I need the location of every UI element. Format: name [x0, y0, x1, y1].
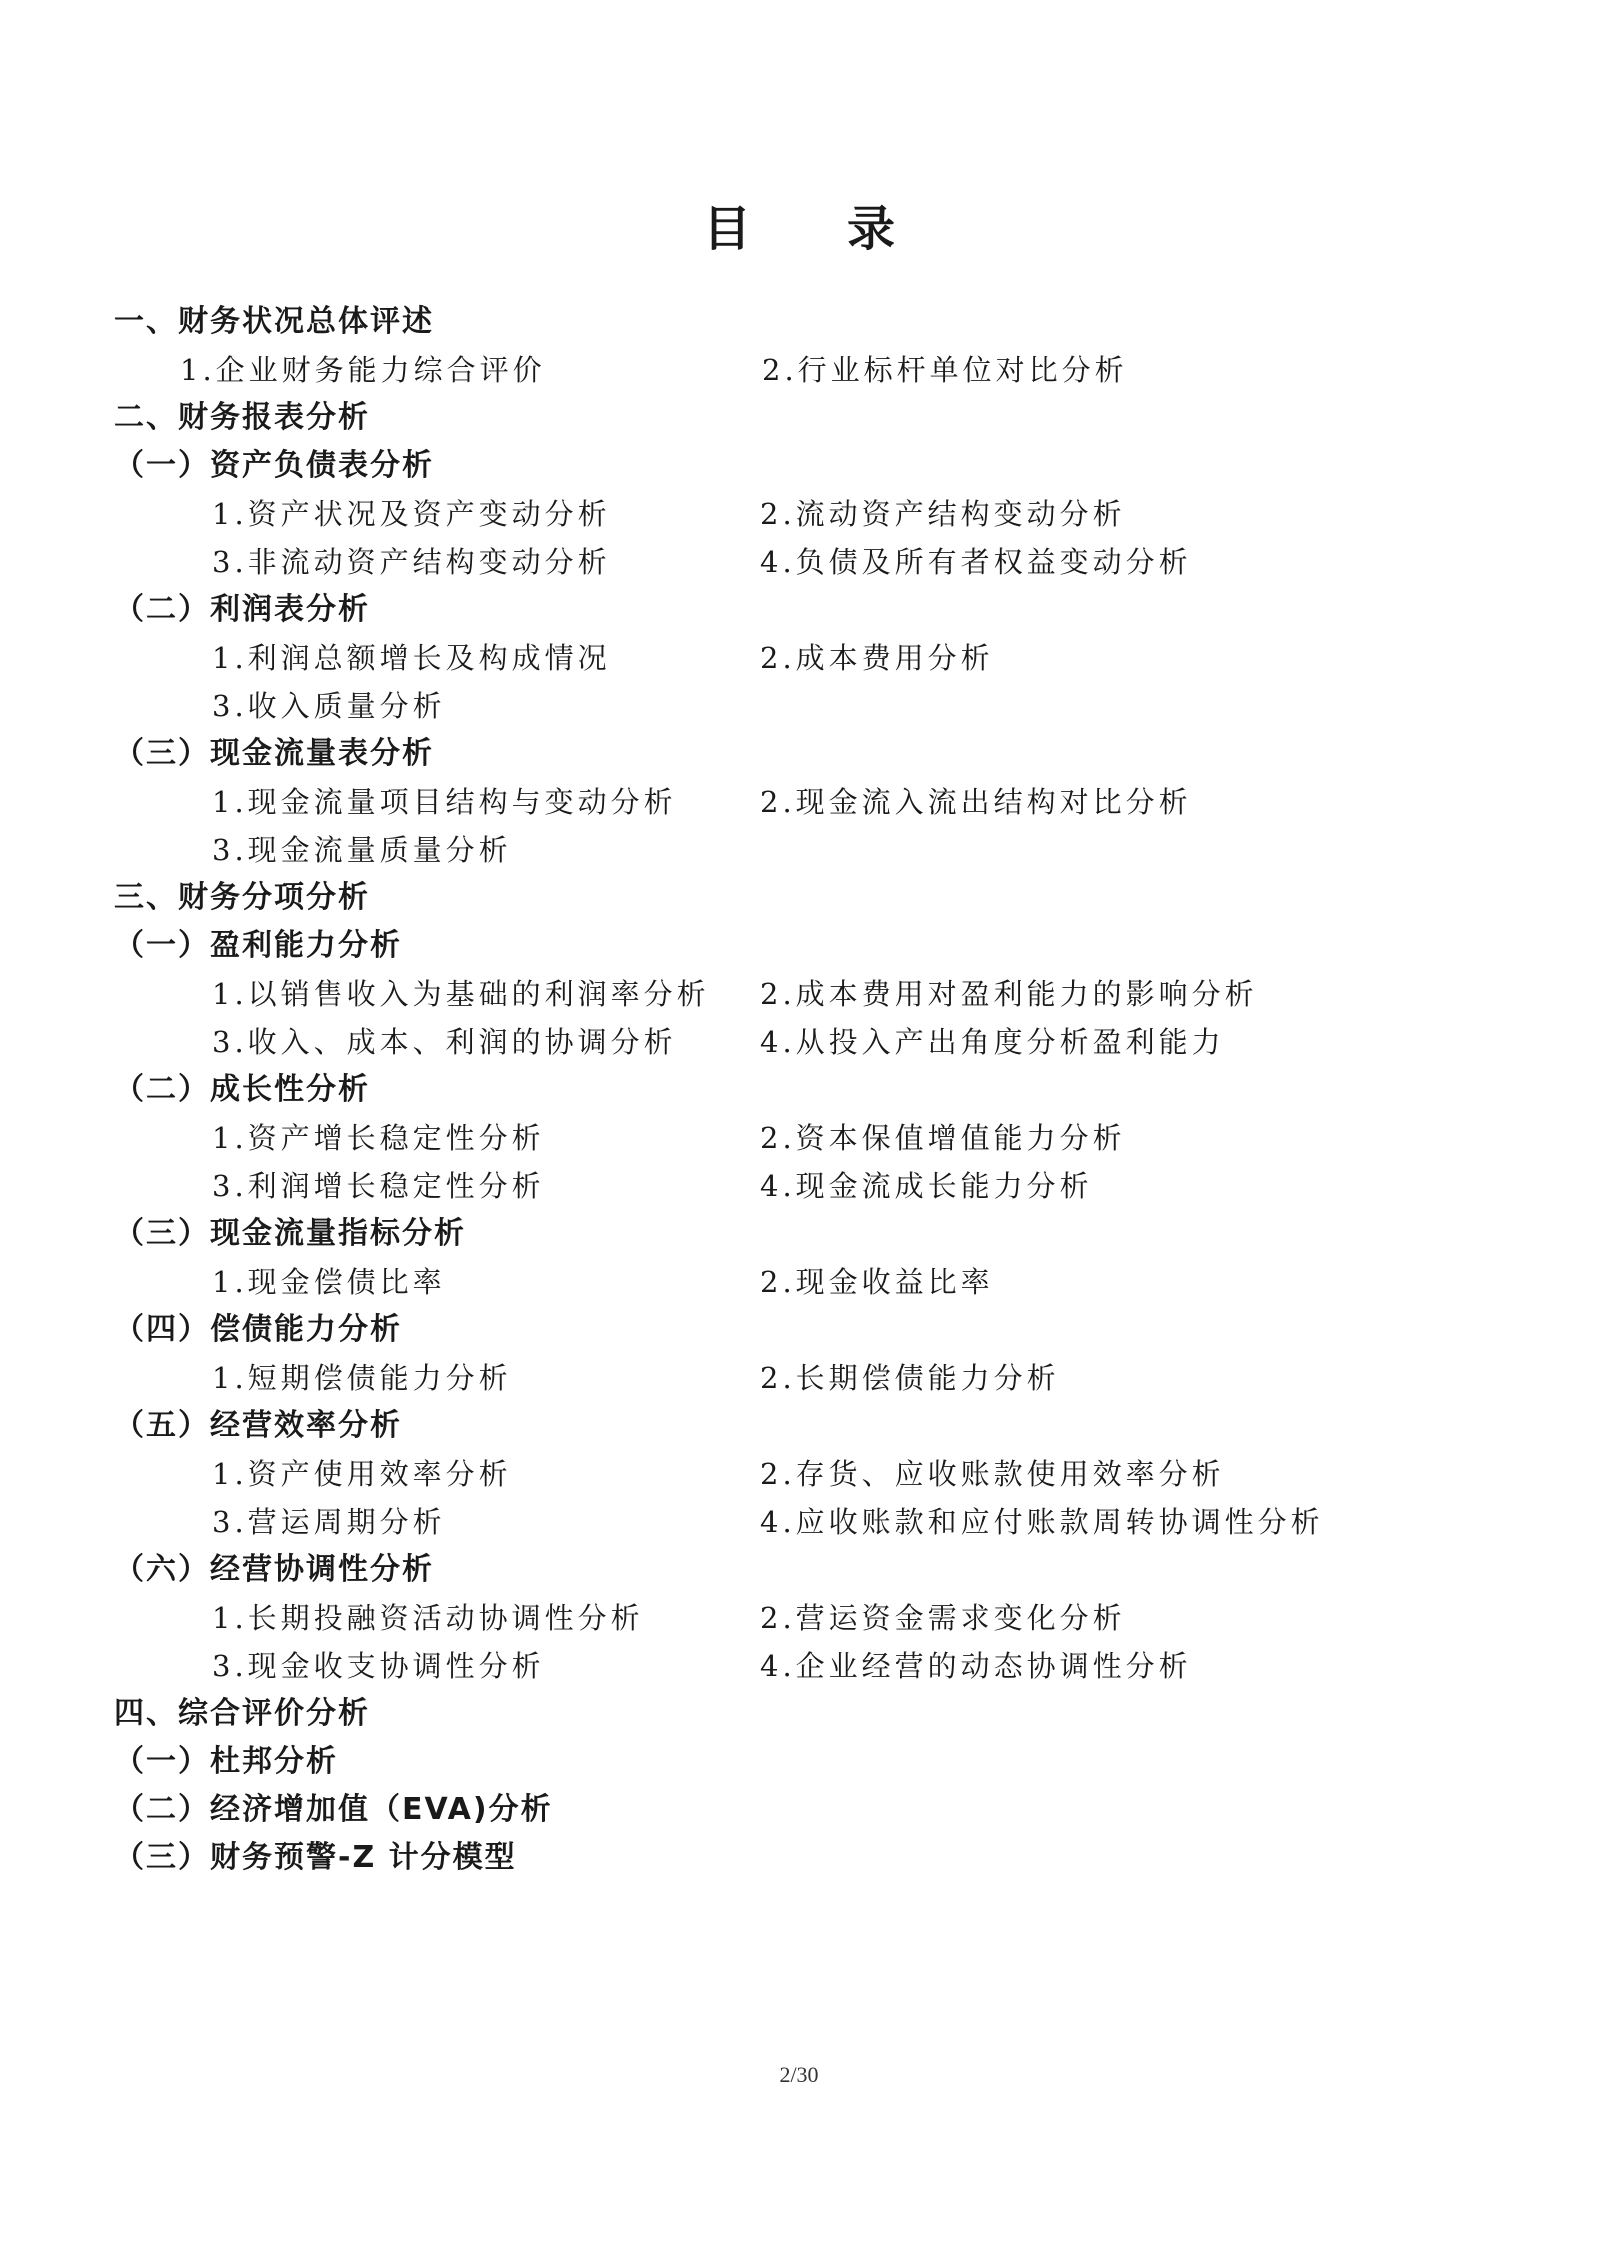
toc-item[interactable]: 4.负债及所有者权益变动分析: [760, 545, 1192, 579]
page-number: 2/30: [779, 2062, 819, 2087]
toc-subsection[interactable]: （一）盈利能力分析: [114, 928, 402, 963]
toc-subsection[interactable]: （三）现金流量指标分析: [114, 1216, 466, 1251]
toc-item[interactable]: 1.长期投融资活动协调性分析: [212, 1601, 644, 1635]
toc-subsection[interactable]: （二）利润表分析: [114, 592, 370, 627]
toc-subsection[interactable]: （四）偿债能力分析: [114, 1312, 402, 1347]
toc-item[interactable]: 3.收入、成本、利润的协调分析: [212, 1025, 677, 1059]
toc-item[interactable]: 2.行业标杆单位对比分析: [762, 353, 1128, 387]
toc-item[interactable]: 1.以销售收入为基础的利润率分析: [212, 977, 710, 1011]
toc-subsection[interactable]: （二）经济增加值（EVA)分析: [114, 1792, 553, 1827]
toc-item[interactable]: 1.资产增长稳定性分析: [212, 1121, 545, 1155]
toc-item[interactable]: 4.从投入产出角度分析盈利能力: [760, 1025, 1225, 1059]
toc-item[interactable]: 3.收入质量分析: [212, 689, 446, 723]
toc-item[interactable]: 3.现金流量质量分析: [212, 833, 512, 867]
toc-item[interactable]: 3.利润增长稳定性分析: [212, 1169, 545, 1203]
toc-subsection[interactable]: （一）杜邦分析: [114, 1744, 338, 1779]
toc-section-1[interactable]: 一、财务状况总体评述: [114, 304, 434, 339]
toc-subsection[interactable]: （三）财务预警-Z 计分模型: [114, 1840, 517, 1875]
toc-item[interactable]: 2.营运资金需求变化分析: [760, 1601, 1126, 1635]
toc-item[interactable]: 3.营运周期分析: [212, 1505, 446, 1539]
toc-item[interactable]: 2.现金流入流出结构对比分析: [760, 785, 1192, 819]
toc-item[interactable]: 2.存货、应收账款使用效率分析: [760, 1457, 1225, 1491]
toc-item[interactable]: 3.现金收支协调性分析: [212, 1649, 545, 1683]
toc-item[interactable]: 1.资产使用效率分析: [212, 1457, 512, 1491]
toc-section-3[interactable]: 三、财务分项分析: [114, 880, 370, 915]
toc-item[interactable]: 2.成本费用分析: [760, 641, 994, 675]
toc-item[interactable]: 2.流动资产结构变动分析: [760, 497, 1126, 531]
toc-item[interactable]: 1.现金流量项目结构与变动分析: [212, 785, 677, 819]
toc-item[interactable]: 1.利润总额增长及构成情况: [212, 641, 611, 675]
toc-item[interactable]: 1.短期偿债能力分析: [212, 1361, 512, 1395]
title-char-2: 录: [847, 201, 896, 257]
toc-subsection[interactable]: （三）现金流量表分析: [114, 736, 434, 771]
toc-subsection[interactable]: （五）经营效率分析: [114, 1408, 402, 1443]
page-title: [0, 190, 1598, 259]
toc-item[interactable]: 4.现金流成长能力分析: [760, 1169, 1093, 1203]
toc-item[interactable]: 4.企业经营的动态协调性分析: [760, 1649, 1192, 1683]
toc-item[interactable]: 2.现金收益比率: [760, 1265, 994, 1299]
toc-subsection[interactable]: （一）资产负债表分析: [114, 448, 434, 483]
title-char-1: 目: [702, 201, 751, 257]
toc-subsection[interactable]: （六）经营协调性分析: [114, 1552, 434, 1587]
toc-item[interactable]: 2.成本费用对盈利能力的影响分析: [760, 977, 1258, 1011]
toc-subsection[interactable]: （二）成长性分析: [114, 1072, 370, 1107]
toc-item[interactable]: 1.企业财务能力综合评价: [180, 353, 546, 387]
toc-item[interactable]: 1.资产状况及资产变动分析: [212, 497, 611, 531]
toc-item[interactable]: 1.现金偿债比率: [212, 1265, 446, 1299]
toc-item[interactable]: 2.资本保值增值能力分析: [760, 1121, 1126, 1155]
toc-section-4[interactable]: 四、综合评价分析: [114, 1696, 370, 1731]
toc-section-2[interactable]: 二、财务报表分析: [114, 400, 370, 435]
toc-item[interactable]: 3.非流动资产结构变动分析: [212, 545, 611, 579]
toc-item[interactable]: 4.应收账款和应付账款周转协调性分析: [760, 1505, 1324, 1539]
toc-item[interactable]: 2.长期偿债能力分析: [760, 1361, 1060, 1395]
